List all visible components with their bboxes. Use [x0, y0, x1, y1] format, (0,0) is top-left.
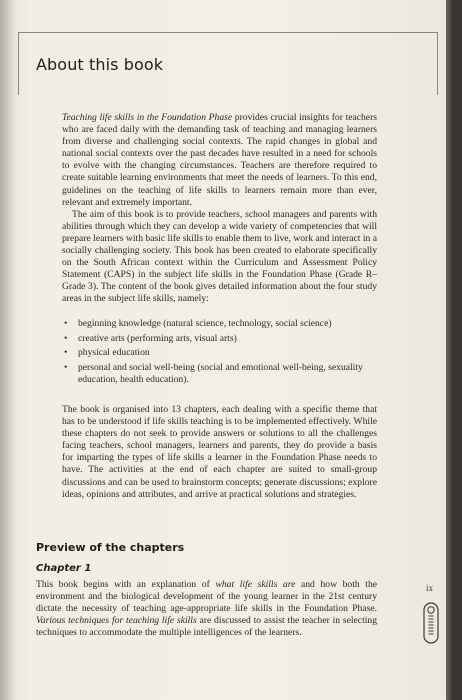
- page-title: About this book: [36, 55, 164, 74]
- intro-paragraph-1: [62, 112, 377, 209]
- chapter-1-text-part: are discussed to assist the teacher in selecting techniques to accommodate the multiple intelligences of the learners.: [36, 615, 377, 639]
- organisation-paragraph: The book is organised into 13 chapters, each dealing with a specific theme that has to be understood if life skills teaching is to be implemented effectively. While these chapters do not seek to provide answers or solutions to all the challenges facing teachers, school managers, learners and parents, they do provide a basis for imparting the types of life skills a learner in the Foundation Phase needs to have. The activities at the end of each chapter are suited to small-group discussions and can be used to brainstorm concepts; generate discussions; explore ideas, opinions and attributes, and arrive at practical solutions and strategies.: [62, 404, 377, 500]
- bullet-icon: •: [64, 347, 68, 359]
- publisher-logo-icon: [423, 602, 439, 644]
- bullet-icon: •: [64, 361, 68, 373]
- list-item-text: personal and social well-being (social and emotional well-being, sexuality education, health education).: [78, 361, 363, 385]
- page-edge: [446, 0, 454, 700]
- preview-heading: Preview of the chapters: [36, 541, 185, 554]
- study-areas-list: [62, 318, 377, 388]
- chapter-1-italic-part: Various techniques for teaching life skills: [36, 615, 197, 627]
- list-item: [62, 362, 377, 386]
- intro-paragraph-2: The aim of this book is to provide teachers, school managers and parents with abilities through which they can develop a wide variety of competencies that will prepare learners with basic life skills to enable them to live, work and interact in a socially challenging society. This book has been created to elaborate specifically on the South African context within the Curriculum and Assessment Policy Statement (CAPS) in the subject life skills in the Foundation Phase (Grade R–Grade 3). The content of the book gives detailed information about the four study areas in the subject life skills, namely:: [62, 208, 377, 305]
- chapter-1-text-part: and how both the environment and the biological development of the young learner in the 21st century dictate the necessity of teaching age-appropriate life skills in the Foundation Phase.: [36, 579, 378, 615]
- list-item-text: physical education: [78, 347, 150, 359]
- bullet-icon: •: [64, 332, 68, 344]
- list-item: [62, 347, 377, 359]
- intro-paragraph-1-text: provides crucial insights for teachers who are faced daily with the demanding task of teaching and managing learners from diverse and challenging social contexts. The rapid changes in global and national social contexts over the past decades have resulted in a need for schools to evolve with the changing circumstances. Teachers are therefore required to create suitable learning environments that meet the needs of learners. To this end, guidelines on the teaching of life skills to learners remain more than ever, relevant and extremely important.: [62, 112, 377, 208]
- chapter-1-heading: Chapter 1: [36, 563, 92, 574]
- organisation-section: [62, 404, 377, 501]
- chapter-1-text-part: This book begins with an explanation of: [36, 579, 216, 590]
- book-title-italic: Teaching life skills in the Foundation Phase: [62, 112, 233, 123]
- bullet-icon: •: [64, 318, 68, 329]
- chapter-1-paragraph: [36, 579, 377, 639]
- chapter-1-section: [36, 579, 377, 639]
- list-item-text: creative arts (performing arts, visual arts): [78, 332, 237, 344]
- list-item: [62, 333, 377, 345]
- list-item-text: beginning knowledge (natural science, technology, social science): [78, 318, 332, 329]
- list-item: [62, 318, 377, 330]
- chapter-1-italic-part: what life skills are: [215, 579, 296, 590]
- binding-shadow: [0, 0, 16, 700]
- page-number: ix: [426, 583, 434, 593]
- intro-section: [62, 112, 377, 306]
